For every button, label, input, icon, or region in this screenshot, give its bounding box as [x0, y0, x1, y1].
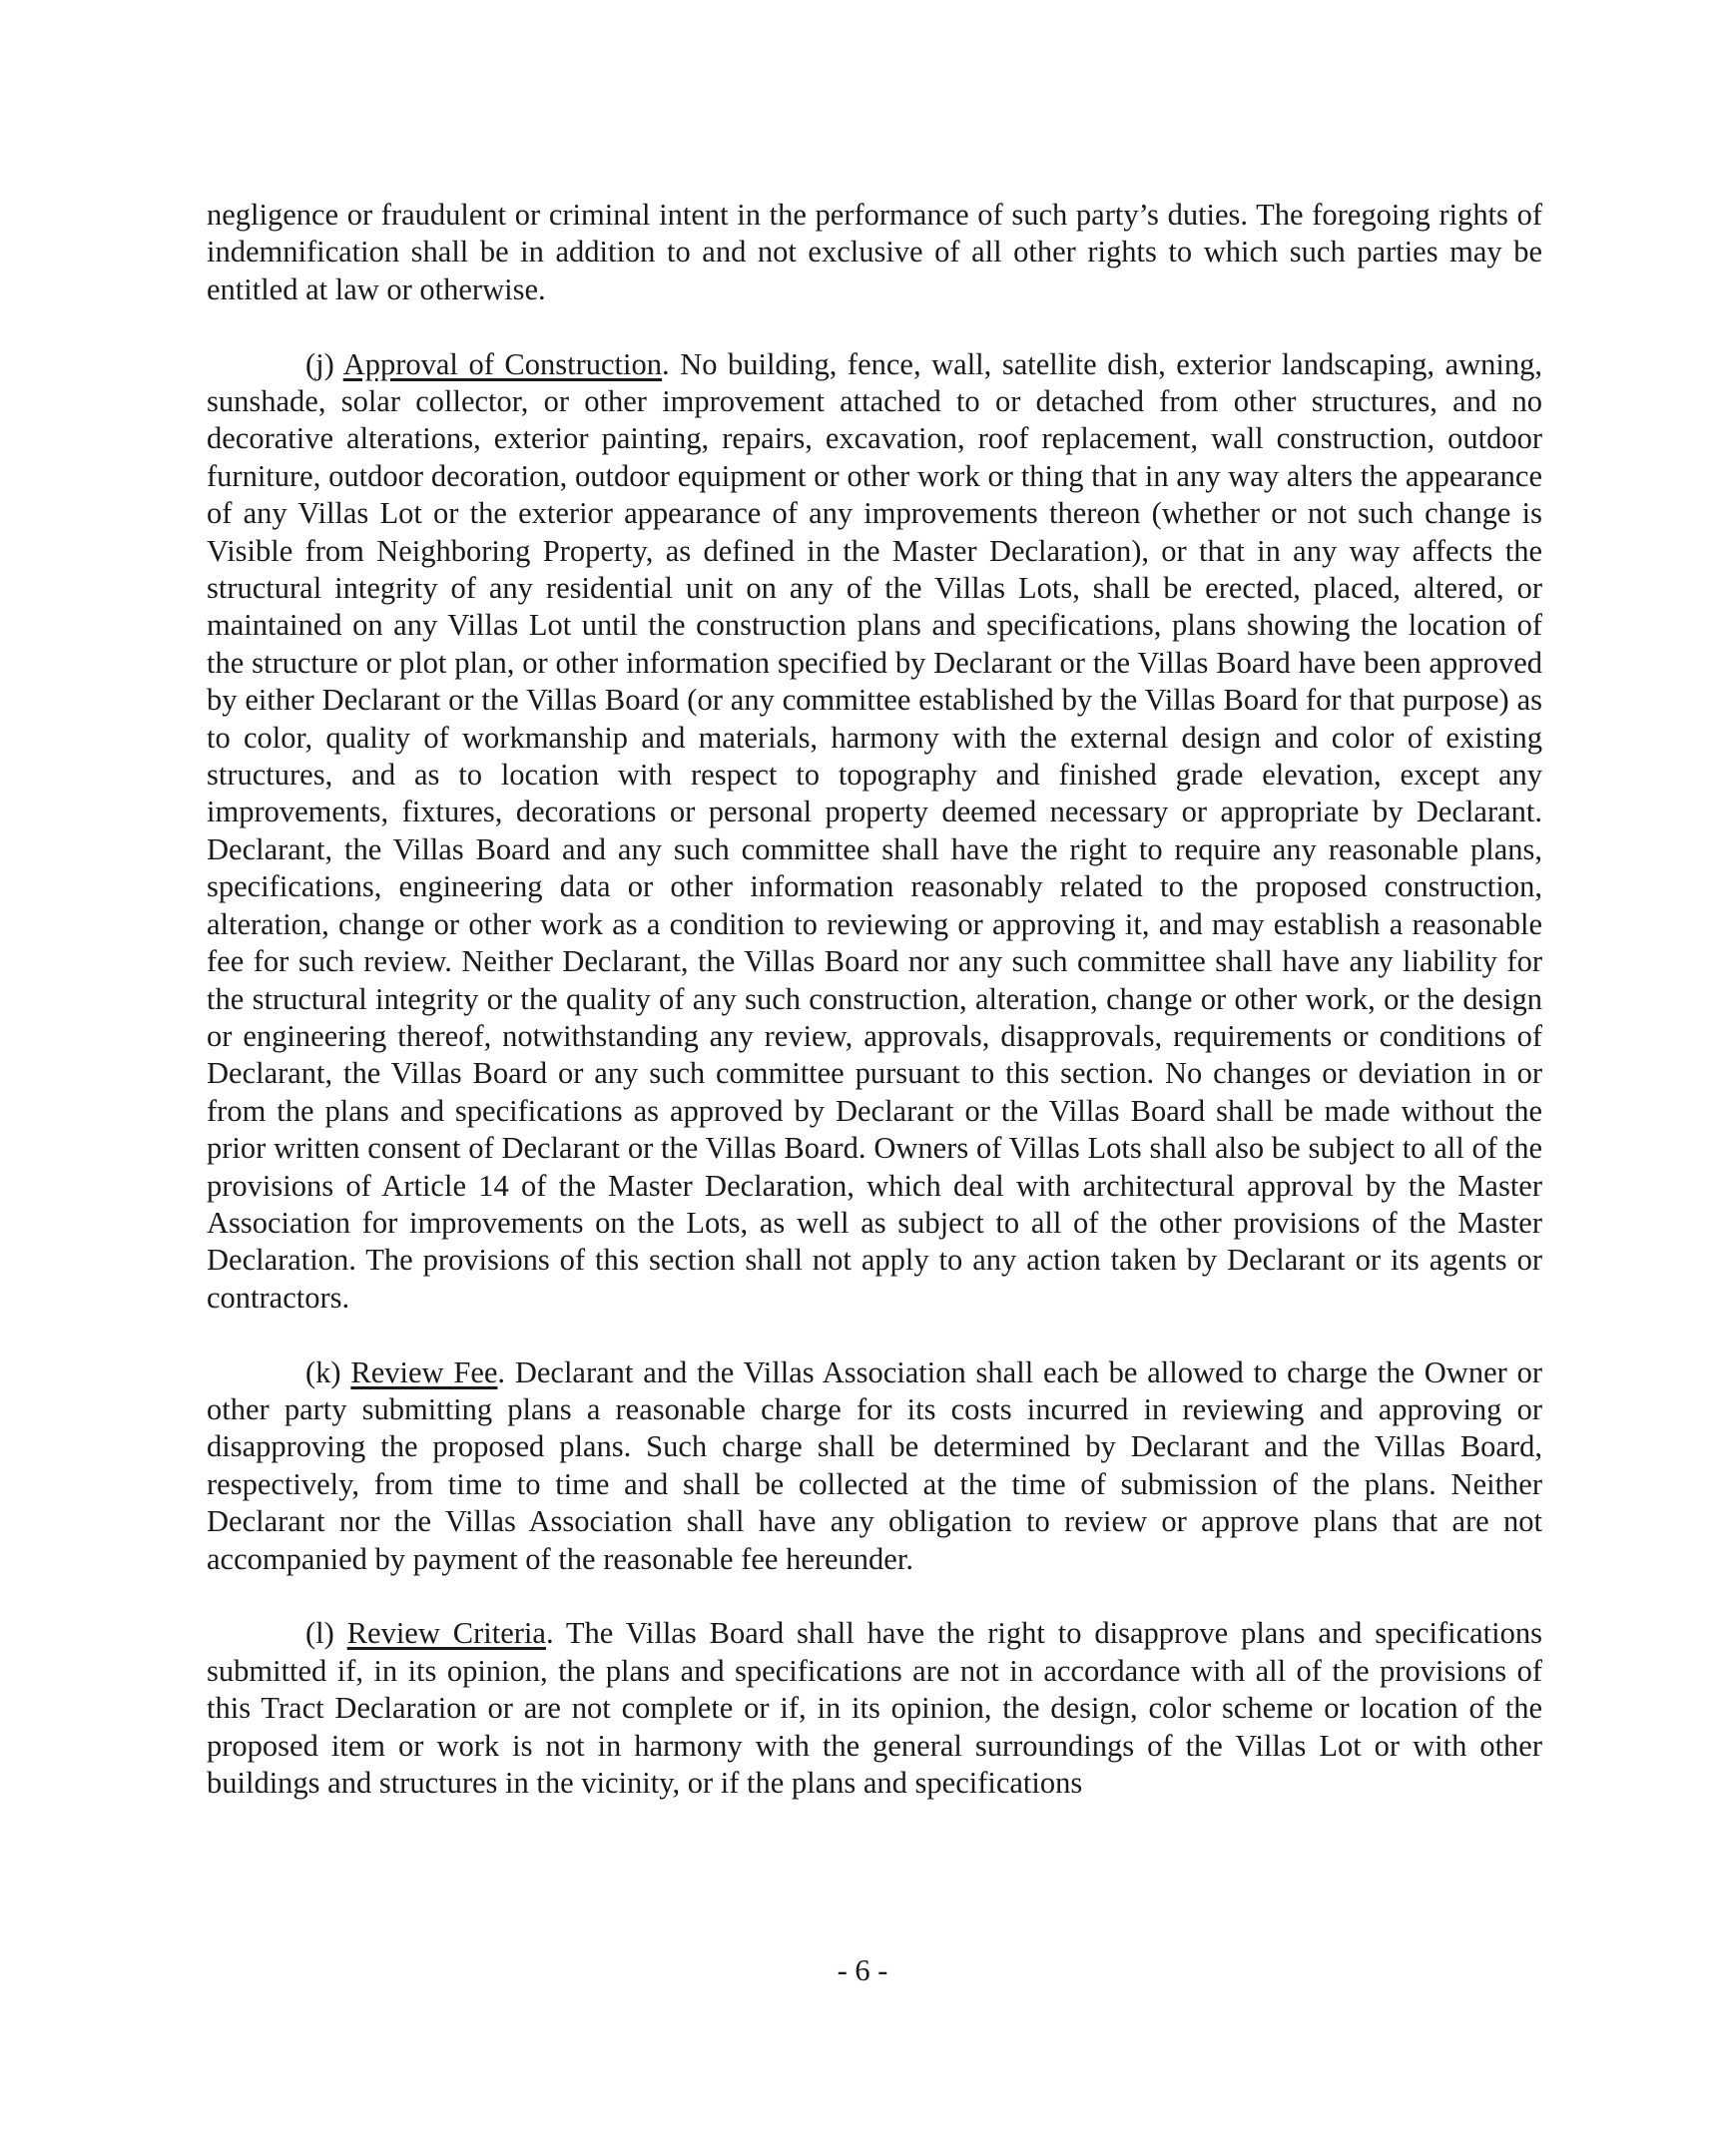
page-number: - 6 - [837, 1953, 888, 1987]
paragraph-indemnification-continued [207, 197, 1542, 308]
document-page [207, 197, 1542, 1840]
section-heading: Review Criteria [346, 1616, 546, 1651]
paragraph-label: (k) [305, 1354, 351, 1389]
section-heading: Review Fee [350, 1354, 498, 1389]
paragraph-text: . Declarant and the Villas Association shall each be allowed to charge the Owner or other party submitting plans a reasonable charge for its costs incurred in reviewing and approving or disapproving the proposed plans. Such charge shall be determined by Declarant and the Villas Board, respectively, from time to time and shall be collected at the time of submission of the plans. Neither Declarant nor the Villas Association shall have any obligation to review or approve plans that are not accompanied by payment of the reasonable fee hereunder. [207, 1354, 1542, 1576]
paragraph-label: (l) [305, 1616, 347, 1651]
paragraph-text: . The Villas Board shall have the right to disapprove plans and specifications submitted if, in its opinion, the plans and specifications are not in accordance with all of the provisions of this Tract Declaration or are not complete or if, in its opinion, the design, color scheme or location of the proposed item or work is not in harmony with the general surroundings of the Villas Lot or with other buildings and structures in the vicinity, or if the plans and specifications [207, 1616, 1543, 1801]
paragraph-approval-of-construction [207, 346, 1542, 1318]
paragraph-review-fee [207, 1354, 1542, 1578]
paragraph-text: . No building, fence, wall, satellite dish, exterior landscaping, awning, sunshade, solar collector, or other improvement attached to or detached from other structures, and no decorative alterations, exterior painting, repairs, excavation, roof replacement, wall construction, outdoor furniture, outdoor decoration, outdoor equipment or other work or thing that in any way alters the appearance of any Villas Lot or the exterior appearance of any improvements thereon (whether or not such change is Visible from Neighboring Property, as defined in the Master Declaration), or that in any way affects the structural integrity of any residential unit on any of the Villas Lots, shall be erected, placed, altered, or maintained on any Villas Lot until the construction plans and specifications, plans showing the location of the structure or plot plan, or other information specified by Declarant or the Villas Board have been approved by either Declarant or the Villas Board (or any committee established by the Villas Board for that purpose) as to color, quality of workmanship and materials, harmony with the external design and color of existing structures, and as to location with respect to topography and finished grade elevation, except any improvements, fixtures, decorations or personal property deemed necessary or appropriate by Declarant. Declarant, the Villas Board and any such committee shall have the right to require any reasonable plans, specifications, engineering data or other information reasonably related to the proposed construction, alteration, change or other work as a condition to reviewing or approving it, and may establish a reasonable fee for such review. Neither Declarant, the Villas Board nor any such committee shall have any liability for the structural integrity or the quality of any such construction, alteration, change or other work, or the design or engineering thereof, notwithstanding any review, approvals, disapprovals, requirements or conditions of Declarant, the Villas Board or any such committee pursuant to this section. No changes or deviation in or from the plans and specifications as approved by Declarant or the Villas Board shall be made without the prior written consent of Declarant or the Villas Board. Owners of Villas Lots shall also be subject to all of the provisions of Article 14 of the Master Declaration, which deal with architectural approval by the Master Association for improvements on the Lots, as well as subject to all of the other provisions of the Master Declaration. The provisions of this section shall not apply to any action taken by Declarant or its agents or contractors. [207, 346, 1542, 1315]
paragraph-text: negligence or fraudulent or criminal intent in the performance of such party’s duties. The foregoing rights of indemnification shall be in addition to and not exclusive of all other rights to which such parties may be entitled at law or otherwise. [207, 198, 1542, 306]
paragraph-label: (j) [305, 346, 343, 381]
section-heading: Approval of Construction [342, 346, 663, 381]
paragraph-review-criteria [207, 1615, 1542, 1802]
